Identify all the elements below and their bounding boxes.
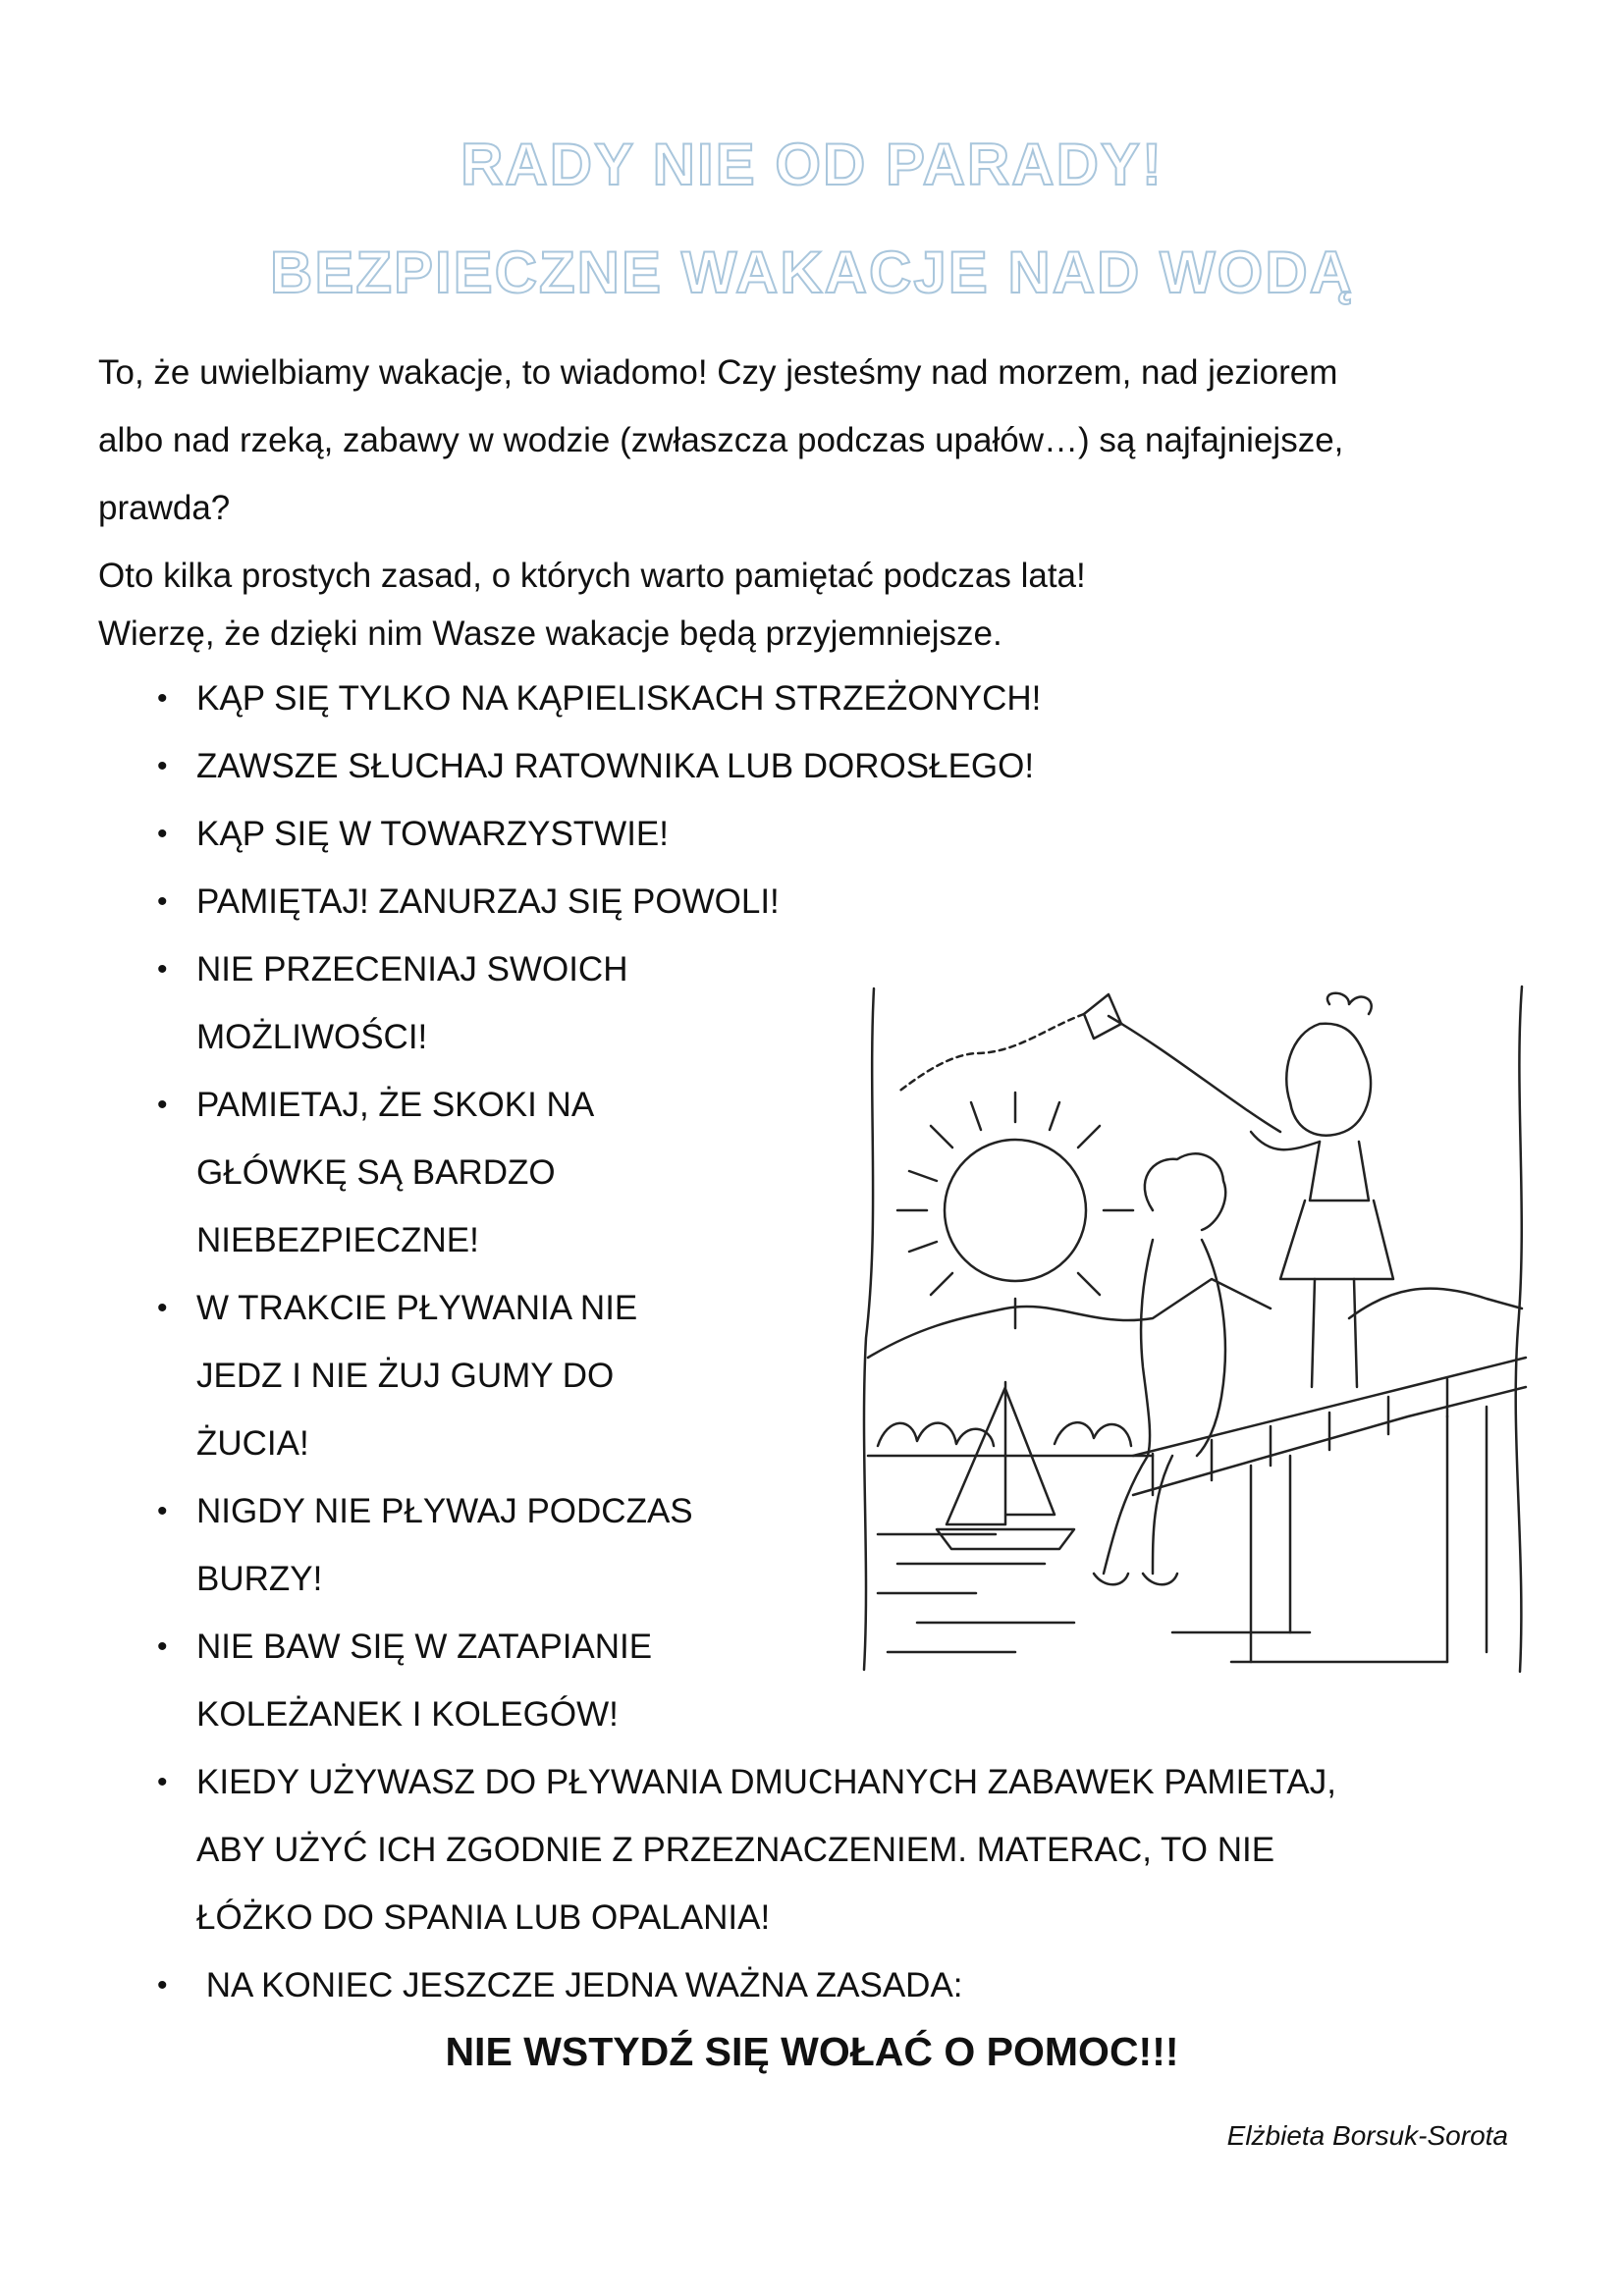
rule-text: PAMIETAJ, ŻE SKOKI NA	[196, 1086, 595, 1124]
bullet-icon: •	[157, 1766, 168, 1798]
rule-item	[98, 1748, 1532, 1951]
rule-item	[98, 1613, 776, 1748]
rule-text: ZAWSZE SŁUCHAJ RATOWNIKA LUB DOROSŁEGO!	[196, 747, 1035, 785]
rule-text: PAMIĘTAJ! ZANURZAJ SIĘ POWOLI!	[196, 882, 780, 921]
rule-text: NIGDY NIE PŁYWAJ PODCZAS	[196, 1492, 693, 1530]
rule-text: GŁÓWKĘ SĄ BARDZO	[196, 1153, 556, 1192]
bullet-icon: •	[157, 1969, 168, 2002]
rule-text: KIEDY UŻYWASZ DO PŁYWANIA DMUCHANYCH ZABAWEK PAMIETAJ,	[196, 1763, 1336, 1801]
rule-text: NIEBEZPIECZNE!	[196, 1221, 479, 1259]
rule-text: KĄP SIĘ TYLKO NA KĄPIELISKACH STRZEŻONYCH!	[196, 679, 1042, 718]
rule-item	[98, 868, 1532, 935]
rule-item	[98, 1274, 776, 1477]
rule-item	[98, 800, 1532, 868]
rule-text: W TRAKCIE PŁYWANIA NIE	[196, 1289, 638, 1327]
rule-item	[98, 1477, 776, 1613]
rule-item	[98, 665, 1532, 732]
rule-text: ŁÓŻKO DO SPANIA LUB OPALANIA!	[196, 1898, 771, 1937]
bullet-icon: •	[157, 750, 168, 782]
coloring-illustration	[858, 985, 1534, 1674]
rule-item	[98, 1071, 776, 1274]
bullet-icon: •	[157, 682, 168, 715]
author-signature: Elżbieta Borsuk-Sorota	[1226, 2120, 1508, 2151]
title-line-2: BEZPIECZNE WAKACJE NAD WODĄ	[269, 240, 1355, 305]
rule-text: KOLEŻANEK I KOLEGÓW!	[196, 1695, 619, 1734]
rule-text: MOŻLIWOŚCI!	[196, 1018, 428, 1056]
rule-text: ŻUCIA!	[196, 1424, 309, 1463]
intro-line-1: To, że uwielbiamy wakacje, to wiadomo! Czy jesteśmy nad morzem, nad jeziorem	[98, 353, 1338, 392]
intro-line-5: Wierzę, że dzięki nim Wasze wakacje będą przyjemniejsze.	[98, 614, 1002, 653]
bullet-icon: •	[157, 1495, 168, 1527]
title-line-1: RADY NIE OD PARADY!	[460, 132, 1164, 197]
rule-text: NA KONIEC JESZCZE JEDNA WAŻNA ZASADA:	[196, 1966, 963, 2004]
rule-text: BURZY!	[196, 1560, 323, 1598]
rule-text: NIE BAW SIĘ W ZATAPIANIE	[196, 1628, 653, 1666]
rule-text: JEDZ I NIE ŻUJ GUMY DO	[196, 1357, 615, 1395]
rule-text: NIE PRZECENIAJ SWOICH	[196, 950, 628, 988]
rule-text: ABY UŻYĆ ICH ZGODNIE Z PRZEZNACZENIEM. MATERAC, TO NIE	[196, 1831, 1275, 1869]
bullet-icon: •	[157, 953, 168, 986]
intro-line-2: albo nad rzeką, zabawy w wodzie (zwłaszcza podczas upałów…) są najfajniejsze,	[98, 421, 1344, 459]
intro-line-4: Oto kilka prostych zasad, o których warto pamiętać podczas lata!	[98, 557, 1086, 595]
bullet-icon: •	[157, 1292, 168, 1324]
intro-line-3: prawda?	[98, 489, 231, 527]
bullet-icon: •	[157, 818, 168, 850]
rule-item	[98, 1951, 1532, 2019]
rule-text: KĄP SIĘ W TOWARZYSTWIE!	[196, 815, 669, 853]
bullet-icon: •	[157, 1630, 168, 1663]
bullet-icon: •	[157, 885, 168, 918]
rule-item	[98, 732, 1532, 800]
rule-item	[98, 935, 776, 1071]
final-call-to-action: NIE WSTYDŹ SIĘ WOŁAĆ O POMOC!!!	[445, 2029, 1179, 2074]
bullet-icon: •	[157, 1089, 168, 1121]
